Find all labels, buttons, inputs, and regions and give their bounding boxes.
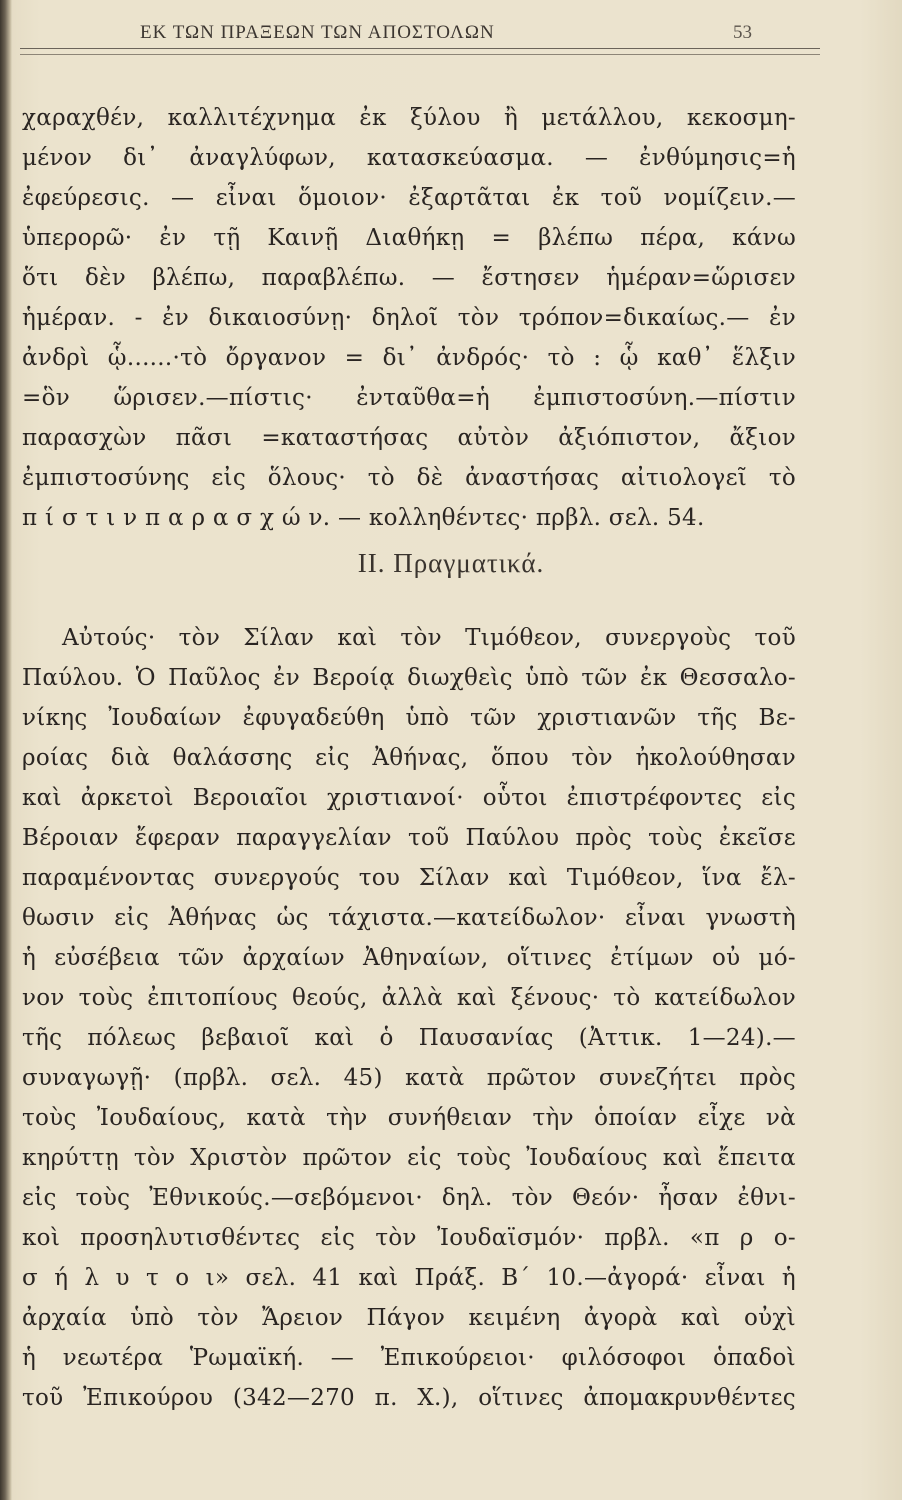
text-line: εἰς τοὺς Ἐθνικούς.—σεβόμενοι· δηλ. τὸν Θεόν· ἦσαν ἐθνι- bbox=[22, 1185, 796, 1211]
text-line: Αὐτούς· τὸν Σίλαν καὶ τὸν Τιμόθεον, συνεργοὺς τοῦ bbox=[62, 625, 796, 651]
text-line: ἡμέραν. - ἐν δικαιοσύνῃ· δηλοῖ τὸν τρόπον=δικαίως.— ἐν bbox=[22, 305, 796, 331]
text-line: θωσιν εἰς Ἀθήνας ὡς τάχιστα.—κατείδωλον· εἶναι γνωστὴ bbox=[22, 905, 796, 931]
section-body bbox=[22, 618, 796, 1418]
text-line: σ ή λ υ τ ο ι» σελ. 41 καὶ Πράξ. Β´ 10.—ἀγορά· εἶναι ἡ bbox=[22, 1265, 796, 1291]
text-line: παραμένοντας συνεργούς του Σίλαν καὶ Τιμόθεον, ἵνα ἔλ- bbox=[22, 865, 796, 891]
text-line: ἡ νεωτέρα Ῥωμαϊκή. — Ἐπικούρειοι· φιλόσοφοι ὁπαδοὶ bbox=[22, 1345, 796, 1371]
text-line: Βέροιαν ἔφεραν παραγγελίαν τοῦ Παύλου πρὸς τοὺς ἐκεῖσε bbox=[22, 825, 796, 851]
text-line: π ί σ τ ι ν π α ρ α σ χ ώ ν. — κολληθέντες· πρβλ. σελ. 54. bbox=[22, 505, 705, 531]
text-line: συναγωγῇ· (πρβλ. σελ. 45) κατὰ πρῶτον συνεζήτει πρὸς bbox=[22, 1065, 796, 1091]
text-line: ἀρχαία ὑπὸ τὸν Ἄρειον Πάγον κειμένη ἀγορὰ καὶ οὐχὶ bbox=[22, 1305, 796, 1331]
text-line: ὑπερορῶ· ἐν τῇ Καινῇ Διαθήκῃ = βλέπω πέρα, κάνω bbox=[22, 225, 796, 251]
text-line: κοὶ προσηλυτισθέντες εἰς τὸν Ἰουδαϊσμόν· πρβλ. «π ρ ο- bbox=[22, 1225, 796, 1251]
text-line: ἐμπιστοσύνης εἰς ὅλους· τὸ δὲ ἀναστήσας αἰτιολογεῖ τὸ bbox=[22, 465, 796, 491]
text-line: ροίας διὰ θαλάσσης εἰς Ἀθήνας, ὅπου τὸν ἠκολούθησαν bbox=[22, 745, 796, 771]
text-line: παρασχὼν πᾶσι =καταστήσας αὐτὸν ἀξιόπιστον, ἄξιον bbox=[22, 425, 796, 451]
text-line: ἀνδρὶ ᾧ......·τὸ ὄργανον = δι᾽ ἀνδρός· τὸ : ᾧ καθ᾽ ἕλξιν bbox=[22, 345, 796, 371]
text-line: νίκης Ἰουδαίων ἐφυγαδεύθη ὑπὸ τῶν χριστιανῶν τῆς Βε- bbox=[22, 705, 796, 731]
text-line: ὅτι δὲν βλέπω, παραβλέπω. — ἔστησεν ἡμέραν=ὥρισεν bbox=[22, 265, 796, 291]
text-line: νον τοὺς ἐπιτοπίους θεούς, ἀλλὰ καὶ ξένους· τὸ κατείδωλον bbox=[22, 985, 796, 1011]
text-line: =ὃν ὥρισεν.—πίστις· ἐνταῦθα=ἡ ἐμπιστοσύνη.—πίστιν bbox=[22, 385, 796, 411]
text-line: ἐφεύρεσις. — εἶναι ὅμοιον· ἐξαρτᾶται ἐκ τοῦ νομίζειν.— bbox=[22, 185, 796, 211]
text-line: μένον δι᾽ ἀναγλύφων, κατασκεύασμα. — ἐνθύμησις=ἡ bbox=[22, 145, 796, 171]
notes-block bbox=[22, 98, 796, 538]
text-line: καὶ ἀρκετοὶ Βεροιαῖοι χριστιανοί· οὗτοι ἐπιστρέφοντες εἰς bbox=[22, 785, 796, 811]
section-heading: ΙΙ. Πραγματικά. bbox=[357, 548, 545, 578]
text-line: χαραχθέν, καλλιτέχνημα ἐκ ξύλου ἢ μετάλλου, κεκοσμη- bbox=[22, 105, 796, 131]
text-line: τοῦ Ἐπικούρου (342—270 π. Χ.), οἵτινες ἀπομακρυνθέντες bbox=[22, 1385, 796, 1411]
text-line: Παύλου. Ὁ Παῦλος ἐν Βεροίᾳ διωχθεὶς ὑπὸ τῶν ἐκ Θεσσαλο- bbox=[22, 665, 796, 691]
text-line: τῆς πόλεως βεβαιοῖ καὶ ὁ Παυσανίας (Ἀττικ. 1—24).— bbox=[22, 1025, 796, 1051]
text-line: τοὺς Ἰουδαίους, κατὰ τὴν συνήθειαν τὴν ὁποίαν εἶχε νὰ bbox=[22, 1105, 796, 1131]
running-title: ΕΚ ΤΩΝ ΠΡΑΞΕΩΝ ΤΩΝ ΑΠΟΣΤΟΛΩΝ bbox=[140, 22, 495, 43]
text-line: κηρύττῃ τὸν Χριστὸν πρῶτον εἰς τοὺς Ἰουδαίους καὶ ἔπειτα bbox=[22, 1145, 796, 1171]
binding-edge bbox=[0, 0, 12, 1500]
header-rule-lower bbox=[20, 54, 820, 55]
running-head bbox=[20, 18, 880, 58]
header-rule bbox=[20, 48, 820, 49]
page-number: 53 bbox=[733, 22, 752, 43]
text-line: ἡ εὐσέβεια τῶν ἀρχαίων Ἀθηναίων, οἵτινες ἐτίμων οὐ μό- bbox=[22, 945, 796, 971]
